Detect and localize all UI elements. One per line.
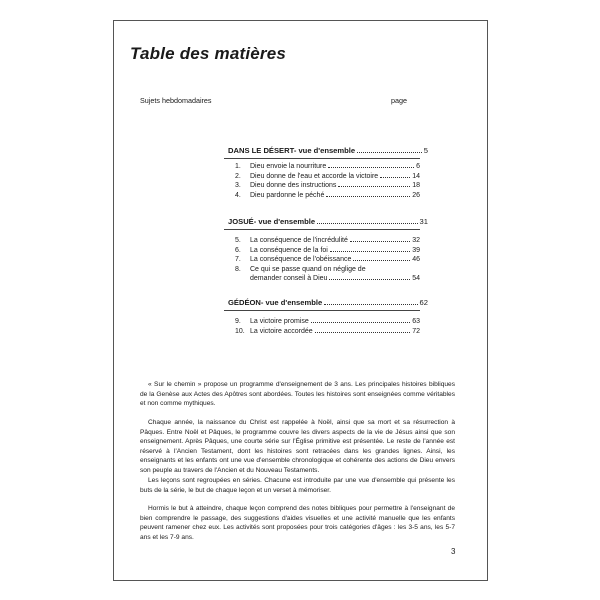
- toc-entry: 6. La conséquence de la foi 39: [235, 246, 420, 254]
- page-title: Table des matières: [130, 44, 287, 63]
- toc-entry: 3. Dieu donne des instructions 18: [235, 182, 420, 190]
- toc-entry: 5. La conséquence de l'incrédulité 32: [235, 237, 420, 244]
- toc-entry-continued: demander conseil à Dieu 54: [250, 275, 420, 283]
- section-divider: [224, 310, 420, 311]
- toc-section-heading: JOSUÉ- vue d'ensemble 31: [228, 217, 428, 226]
- toc-entry: 7. La conséquence de l'obéissance 46: [235, 256, 420, 264]
- toc-entry: 4. Dieu pardonne le péché 26: [235, 191, 420, 199]
- toc-entry: 10. La victoire accordée 72: [235, 327, 420, 335]
- toc-header-page: page: [391, 96, 407, 105]
- toc-section-heading: GÉDÉON- vue d'ensemble 62: [228, 298, 428, 307]
- toc-entry: 2. Dieu donne de l'eau et accorde la victoire 14: [235, 172, 420, 180]
- body-paragraph: Hormis le but à atteindre, chaque leçon comprend des notes bibliques pour permettre à l'enseignant de bien comprendre le passage, des suggestions d'aides visuelles et une activité manuelle que les enfants peuvent ramener chez eux. Les activités sont proposées pour trois catégories d'âges : les 3-5 ans, les 5-7 ans et les 7-9 ans.: [140, 505, 455, 541]
- page-number: 3: [451, 547, 456, 556]
- toc-section-heading: DANS LE DÉSERT- vue d'ensemble 5: [228, 146, 428, 155]
- toc-entry: 1. Dieu envoie la nourriture 6: [235, 163, 420, 170]
- toc-header-topics: Sujets hebdomadaires: [140, 96, 212, 105]
- body-paragraph: Chaque année, la naissance du Christ est rappelée à Noël, ainsi que sa mort et sa résurrection à Pâques. Entre Noël et Pâques, le programme couvre les divers aspects de la vie de Jésus ainsi que son enseignement. Après Pâques, une courte série sur l'Église primitive est présentée. Le reste de l'année est réservé à l'Ancien Testament, dont les histoires sont retracées dans les grandes lignes. Ainsi, les enseignants et les enfants ont une vue d'ensemble chronologique et cohérente des actions de Dieu envers son peuple au travers de l'Ancien et du Nouveau Testaments.: [140, 419, 455, 474]
- toc-entry: 9. La victoire promise 63: [235, 318, 420, 325]
- intro-paragraph: « Sur le chemin » propose un programme d'enseignement de 3 ans. Les principales histoires bibliques de la Genèse aux Actes des Apôtres sont abordées. Toutes les histoires sont enseignées comme véritables et non comme mythiques.: [140, 381, 455, 407]
- section-divider: [224, 158, 420, 159]
- toc-entry: 8. Ce qui se passe quand on néglige de: [235, 265, 366, 273]
- body-paragraph: Les leçons sont regroupées en séries. Chacune est introduite par une vue d'ensemble qui présente les buts de la série, le but de chaque leçon et un verset à mémoriser.: [140, 477, 455, 494]
- section-divider: [224, 229, 420, 230]
